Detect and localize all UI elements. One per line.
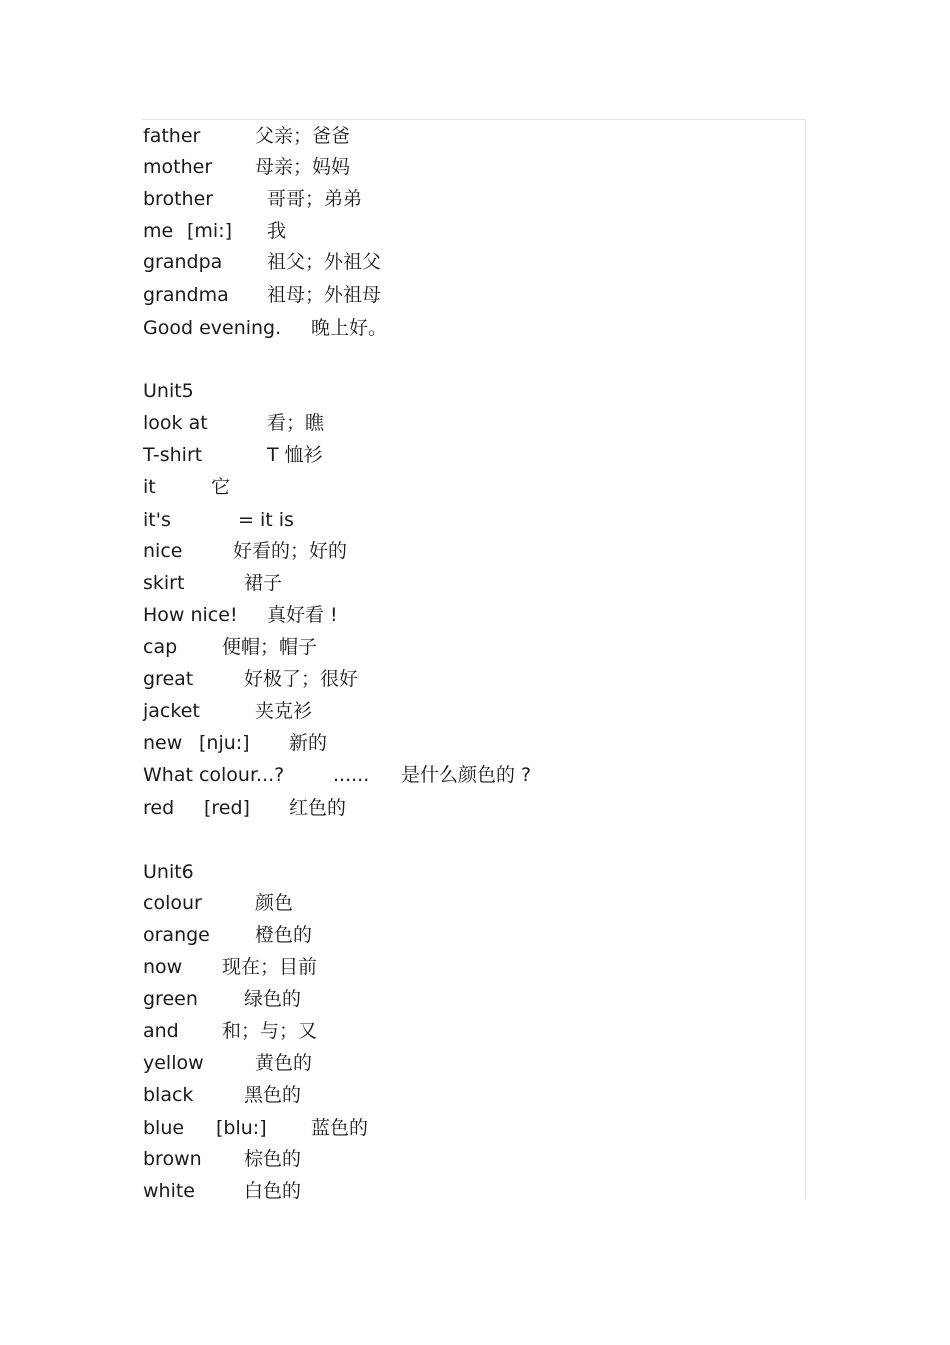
meaning: 裙子 [244, 572, 283, 594]
term: new [143, 732, 183, 754]
meaning: 好极了；很好 [244, 668, 359, 690]
meaning: 看；瞧 [267, 412, 325, 434]
meaning: 好看的；好的 [233, 540, 348, 562]
meaning: T 恤衫 [267, 444, 323, 466]
meaning: 夹克衫 [255, 700, 313, 722]
meaning: 绿色的 [244, 988, 302, 1010]
meaning: 祖父；外祖父 [267, 251, 382, 273]
term: and [143, 1020, 179, 1042]
term: jacket [143, 700, 200, 722]
meaning: 祖母；外祖母 [267, 284, 382, 306]
term: look at [143, 412, 208, 434]
term: colour [143, 892, 202, 914]
meaning: 哥哥；弟弟 [267, 188, 363, 210]
meaning: 橙色的 [255, 924, 313, 946]
meaning: 黑色的 [244, 1084, 302, 1106]
phonetic: [blu:] [216, 1117, 267, 1139]
phonetic: [nju:] [199, 732, 250, 754]
meaning: 现在；目前 [222, 956, 318, 978]
term: father [143, 125, 201, 147]
term: great [143, 668, 194, 690]
term: orange [143, 924, 210, 946]
phonetic: [red] [204, 797, 250, 819]
phonetic: [mi:] [187, 220, 233, 242]
term: Good evening. [143, 317, 282, 339]
meaning: 晚上好。 [311, 317, 388, 339]
term: black [143, 1084, 194, 1106]
term: What colour...? [143, 764, 285, 786]
meaning: 真好看 ! [267, 604, 338, 626]
term: How nice! [143, 604, 238, 626]
term: white [143, 1180, 195, 1202]
meaning: 我 [267, 220, 287, 242]
meaning: 母亲；妈妈 [255, 156, 351, 178]
term: Unit5 [143, 380, 194, 402]
meaning: 父亲；爸爸 [255, 125, 351, 147]
term: it's [143, 509, 171, 531]
term: blue [143, 1117, 185, 1139]
term: me [143, 220, 174, 242]
term: skirt [143, 572, 185, 594]
term: yellow [143, 1052, 204, 1074]
term: brother [143, 188, 214, 210]
term: green [143, 988, 198, 1010]
meaning: 它 [211, 476, 231, 498]
meaning: 白色的 [244, 1180, 302, 1202]
meaning: 新的 [289, 732, 328, 754]
term: now [143, 956, 183, 978]
term: mother [143, 156, 213, 178]
term: cap [143, 636, 178, 658]
term: it [143, 476, 156, 498]
term: grandpa [143, 251, 223, 273]
term: red [143, 797, 175, 819]
term: nice [143, 540, 183, 562]
meaning: = it is [238, 509, 294, 531]
meaning: 颜色 [255, 892, 294, 914]
term: brown [143, 1148, 202, 1170]
phonetic: ...... [333, 764, 370, 786]
term: grandma [143, 284, 229, 306]
meaning: 棕色的 [244, 1148, 302, 1170]
meaning: 便帽；帽子 [222, 636, 318, 658]
meaning: 红色的 [289, 797, 347, 819]
meaning: 是什么颜色的 ? [401, 764, 532, 786]
meaning: 和；与；又 [222, 1020, 318, 1042]
meaning: 黄色的 [255, 1052, 313, 1074]
term: T-shirt [143, 444, 203, 466]
term: Unit6 [143, 861, 194, 883]
meaning: 蓝色的 [311, 1117, 369, 1139]
